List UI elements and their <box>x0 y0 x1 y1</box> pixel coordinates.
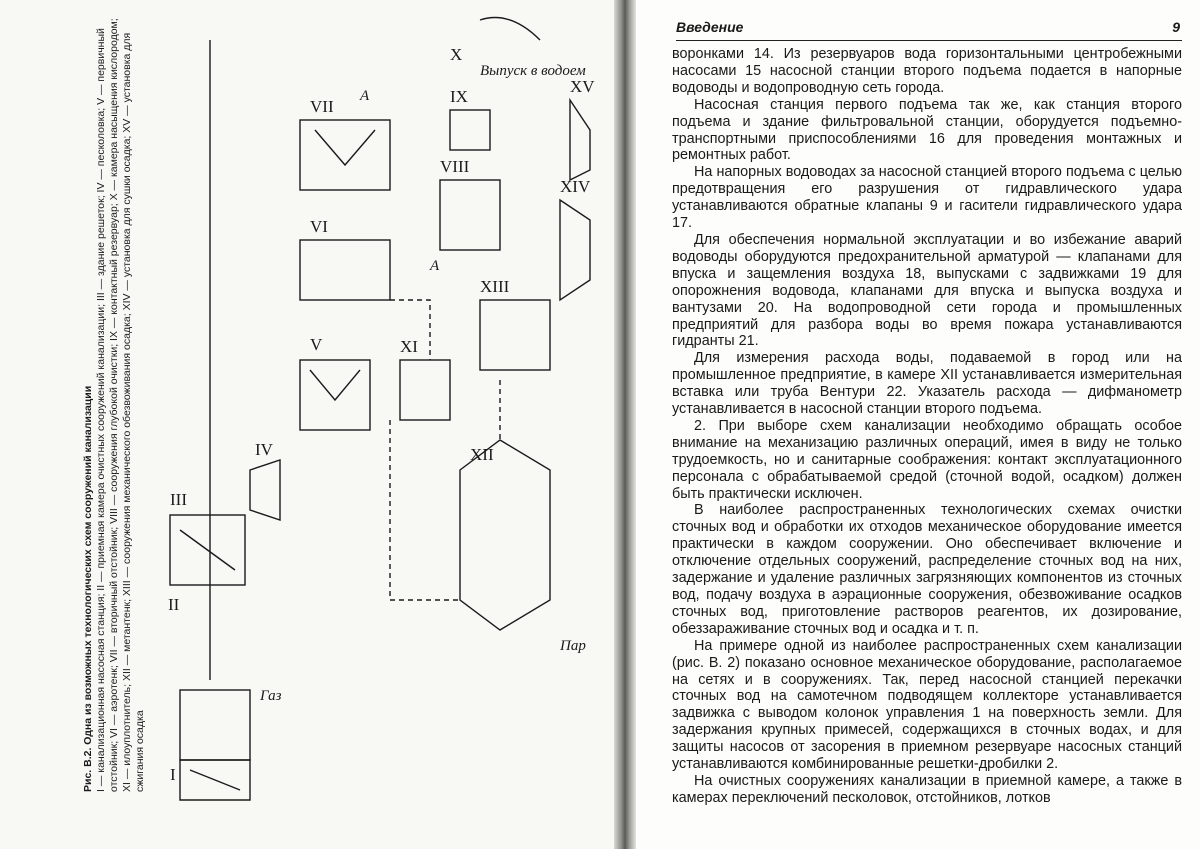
arrow-label-A2: А <box>430 258 440 274</box>
figure-caption-title: Рис. В.2. Одна из возможных технологических схем сооружений канализации <box>82 385 94 792</box>
incineration-XV <box>570 100 590 180</box>
outlet-label: Выпуск в водоем <box>480 63 586 79</box>
paragraph: На напорных водоводах за насосной станцией второго подъема с целью предотвращения его разрушения от гидравлического удара устанавливаются обратные клапаны 9 и гасители гидравлического удара 17. <box>672 164 1182 232</box>
label-VIII: VIII <box>440 157 470 176</box>
figure-caption-text: I — канализационная насосная станция; II — приемная камера очистных сооружений канализации; III — здание решеток; IV — песколовка; V — первичный отстойник; VI — аэротенк; VII — вторичный отстойник; VIII — сооружения глубокой очистки; IX — контактный резервуар; X — камера насыщения кислородом; XI — илоуплотнитель; XII — метантенк; XIII — сооружения механического обезвоживания осадка; XIV — установка для сушки осадка; XV — установка для сжигания осадка <box>95 18 146 792</box>
label-IV: IV <box>255 440 273 459</box>
right-page <box>636 0 1200 849</box>
book-gutter <box>614 0 636 849</box>
outlet-to-water-body <box>480 18 540 41</box>
paragraph: На примере одной из наиболее распространенных схем канализации (рис. В. 2) показано основное механическое оборудование, располагаемое на сетях и в сооружениях. Так, перед насосной станцией перекачки сточных вод на самотечном подводящем коллекторе устанавливается задвижка с выводом колонок управления 1 на поверхность земли. Для задержания крупных примесей, содержащихся в сточных водах, и для защиты насосов от засорения в приемном резервуаре насосных станций устанавливаются комбинированные решетки-дробилки 2. <box>672 637 1182 773</box>
label-XIV: XIV <box>560 177 591 196</box>
body-text <box>672 46 1182 807</box>
drying-XIV <box>560 200 590 300</box>
paragraph: На очистных сооружениях канализации в приемной камере, а также в камерах переключений песколовок, отстойников, лотков <box>672 772 1182 806</box>
label-IX: IX <box>450 87 468 106</box>
label-XII: XII <box>470 445 494 464</box>
label-VI: VI <box>310 217 328 236</box>
label-III: III <box>170 490 187 509</box>
page-number: 9 <box>1172 19 1180 35</box>
sand-trap-IV <box>250 460 280 520</box>
secondary-settler-VII <box>300 120 390 190</box>
figure-caption <box>82 12 162 792</box>
contact-reservoir-IX <box>450 110 490 150</box>
label-II: II <box>168 595 180 614</box>
aeration-tank-VI <box>300 240 390 300</box>
label-XIII: XIII <box>480 277 510 296</box>
paragraph: Насосная станция первого подъема так же, как станция второго подъема и здание фильтровальной станции, оборудуется подъемно-транспортными приспособлениями 16 для проведения монтажных и ремонтных работ. <box>672 96 1182 164</box>
paragraph: Для обеспечения нормальной эксплуатации и во избежание аварий водоводы оборудуются предохранительной арматурой — клапанами для впуска и защемления воздуха 18, выпусками с задвижками 19 для опорожнения водовода, клапанами для впуска и выпуска воздуха и вантузами 20. На водопроводной сети города и промышленных предприятий для разбора воды во время пожара устанавливаются гидранты 21. <box>672 231 1182 350</box>
paragraph: воронками 14. Из резервуаров вода горизонтальными центробежными насосами 15 насосной станции второго подъема подается в напорные водоводы и водопроводную сеть города. <box>672 46 1182 96</box>
paragraph: 2. При выборе схем канализации необходимо обращать особое внимание на механизацию различных операций, имея в виду не только трудоемкость, но и санитарные соображения: контакт эксплуатационного персонала с обрабатываемой средой (сточной водой, осадком) должен быть практически исключен. <box>672 417 1182 502</box>
label-V: V <box>310 335 323 354</box>
running-title: Введение <box>676 19 744 35</box>
gas-label: Газ <box>260 688 282 704</box>
label-XV: XV <box>570 77 595 96</box>
arrow-label-A1: А <box>360 88 370 104</box>
paragraph: В наиболее распространенных технологических схемах очистки сточных вод и обработки их отходов механическое оборудование имеется практически в каждом сооружении. Оно обеспечивает включение и отключение отдельных сооружений, распределение сточных вод на них, задержание и удаление различных загрязняющих компонентов из сточных вод, подачу воздуха в аэрационные сооружения, обезвоживание осадков сточных вод, приготовление растворов реагентов, их дозирование, обеззараживание сточных вод и осадка и т. п. <box>672 502 1182 637</box>
label-VII: VII <box>310 97 334 116</box>
running-head <box>676 18 1182 41</box>
digester-XII <box>460 440 550 630</box>
pump-station-I <box>180 690 250 760</box>
diagram-labels <box>168 45 595 784</box>
dewatering-XIII <box>480 300 550 370</box>
label-I: I <box>170 765 176 784</box>
thickener-XI <box>400 360 450 420</box>
steam-label: Пар <box>560 638 586 654</box>
deep-treatment-VIII <box>440 180 500 250</box>
wastewater-scheme-diagram <box>150 0 600 849</box>
label-XI: XI <box>400 337 418 356</box>
paragraph: Для измерения расхода воды, подаваемой в город или на промышленное предприятие, в камере XII устанавливается измерительная вставка или труба Вентури 22. Указатель расхода — дифманометр устанавливается в насосной станции второго подъема. <box>672 350 1182 418</box>
label-X: X <box>450 45 463 64</box>
